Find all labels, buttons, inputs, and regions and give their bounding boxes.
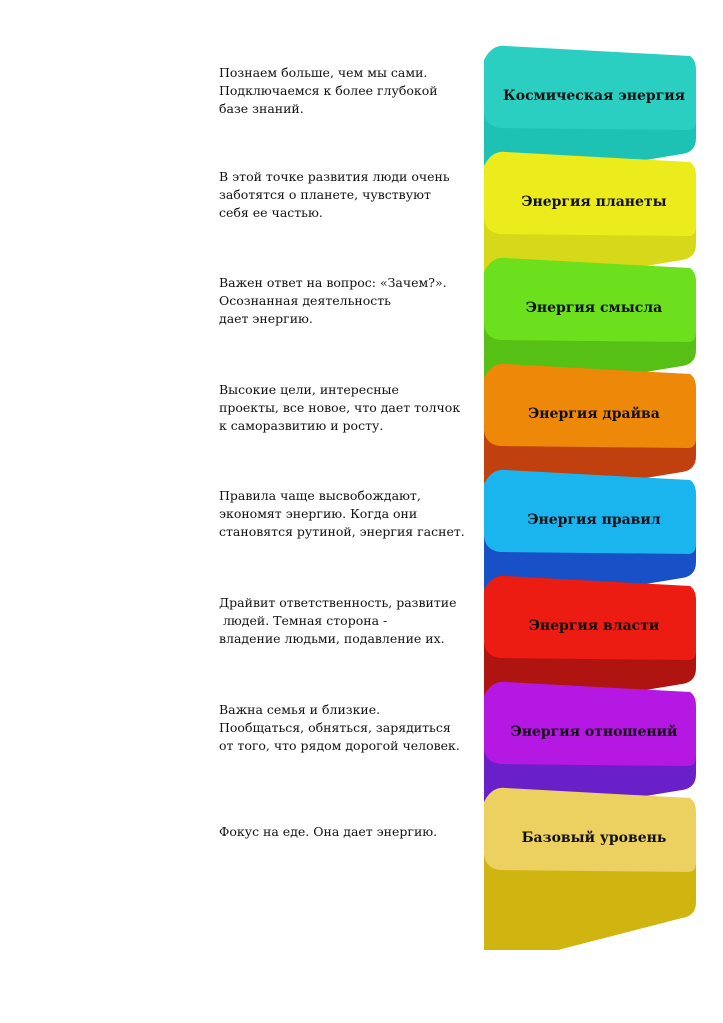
description-line: к саморазвитию и росту. [219,418,384,433]
description-4 [219,487,484,541]
band-label: Базовый уровень [521,830,667,846]
description-line: Правила чаще высвобождают, [219,488,421,503]
description-line: Подключаемся к более глубокой [219,83,438,98]
description-0 [219,64,484,118]
description-line: проекты, все новое, что дает толчок [219,400,461,415]
description-5 [219,594,484,648]
description-6 [219,701,484,755]
description-line: базе знаний. [219,101,304,116]
description-line: дает энергию. [219,311,313,326]
description-line: Осознанная деятельность [219,293,391,308]
description-line: Драйвит ответственность, развитие [219,595,457,610]
description-line: Познаем больше, чем мы сами. [219,65,428,80]
description-line: экономят энергию. Когда они [219,506,418,521]
description-1 [219,168,484,222]
band-label: Энергия правил [527,512,661,528]
description-line: Высокие цели, интересные [219,382,399,397]
band-label: Энергия смысла [525,300,663,316]
description-line: Фокус на еде. Она дает энергию. [219,824,438,839]
description-line: становятся рутиной, энергия гаснет. [219,524,465,539]
band-label: Космическая энергия [503,88,685,104]
band-label: Энергия драйва [528,406,660,422]
description-line: В этой точке развития люди очень [219,169,450,184]
description-line: людей. Темная сторона - [219,613,388,628]
description-7 [219,823,484,841]
description-line: Важна семья и близкие. [219,702,381,717]
description-line: от того, что рядом дорогой человек. [219,738,460,753]
description-line: Важен ответ на вопрос: «Зачем?». [219,275,447,290]
description-line: заботятся о планете, чувствуют [219,187,431,202]
description-line: владение людьми, подавление их. [219,631,445,646]
description-2 [219,274,484,328]
band-label: Энергия отношений [510,724,678,740]
band-label: Энергия власти [528,618,660,634]
description-line: себя ее частью. [219,205,323,220]
description-line: Пообщаться, обняться, зарядиться [219,720,451,735]
energy-ribbon [470,40,710,950]
description-3 [219,381,484,435]
band-label: Энергия планеты [521,194,667,210]
